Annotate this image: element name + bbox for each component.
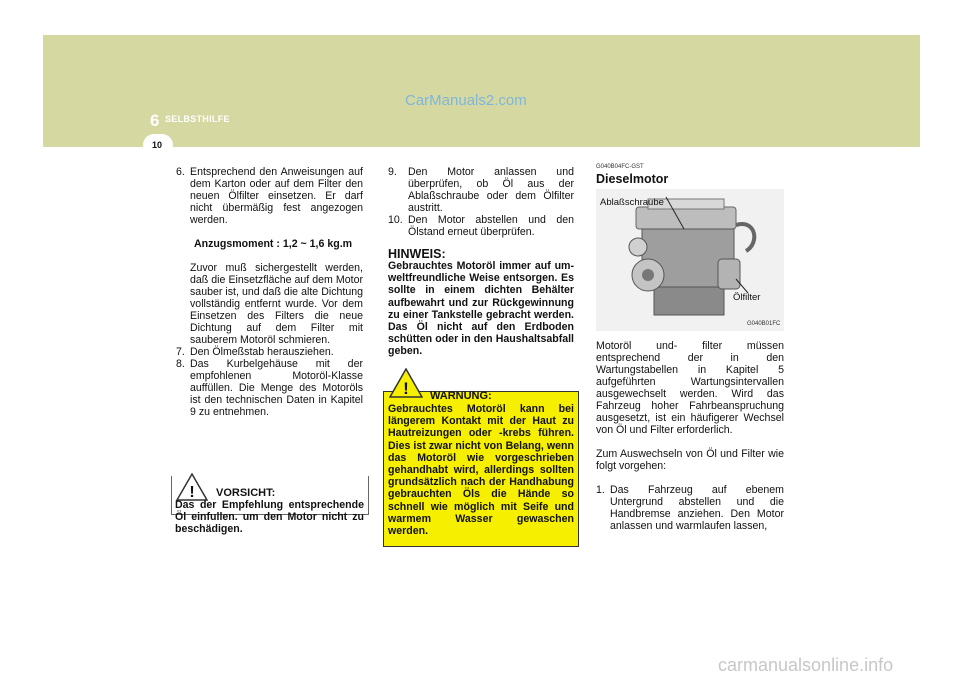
svg-text:!: !	[403, 379, 409, 398]
step-text: Das Kurbelgehäuse mit der empfohlenen Motoröl-Klasse auffüllen. Die Menge des Motoröls ist den technischen Daten in Kapitel 9 zu entnehmen.	[190, 358, 363, 418]
header-band-tab	[118, 132, 920, 147]
step-text: Den Motor anlassen und überprüfen, ob Öl aus der Ablaßschraube oder dem Ölfilter austritt.	[408, 166, 574, 214]
chapter-title: SELBSTHILFE	[165, 114, 230, 124]
step-9	[388, 166, 574, 214]
watermark-bottom[interactable]: carmanualsonline.info	[718, 655, 894, 675]
step-text: Das Fahrzeug auf ebenem Untergrund abstellen und die Handbremse anziehen. Den Motor anlassen und warmlaufen lassen,	[610, 484, 784, 532]
engine-illustration	[596, 189, 784, 331]
step-number: 7.	[176, 346, 185, 358]
note-title: HINWEIS:	[388, 247, 446, 261]
warning-title: WARNUNG:	[430, 390, 492, 402]
warning-text: Gebrauchtes Motoröl kann bei längerem Kontakt mit der Haut zu Hautreizungen oder -krebs führen. Dies ist zwar nicht von Belang, wenn das Motoröl wie vorgeschrieben gehandhabt wird, allerdings sollten grundsätzlich nach der Handhabung gebrauchten Öls die Hände so schnell wie möglich mit Seife und warmem Wasser gewaschen werden.	[388, 403, 574, 538]
step-7	[176, 346, 363, 358]
column-3	[596, 340, 784, 532]
warning-triangle-icon	[389, 368, 423, 398]
step-8	[176, 358, 363, 418]
step-number: 9.	[388, 166, 397, 178]
intro-paragraph: Motoröl und- filter müssen entsprechend der in den Wartungstabellen in Kapitel 5 aufgeführten Wartungsintervallen ausgewechselt werden. Wird das Fahrzeug hoher Fahrbeanspruchung ausgesetzt, ist ein häufigerer Wechsel von Öl und Filter erforderlich.	[596, 340, 784, 436]
engine-figure	[596, 189, 784, 331]
torque-spec: Anzugsmoment : 1,2 ~ 1,6 kg.m	[194, 238, 353, 250]
step-text: Entsprechend den Anweisungen auf dem Karton oder auf dem Filter den neuen Ölfilter einsetzen. Er darf nicht übermäßig fest angezogen werden.	[190, 166, 363, 226]
step-10	[388, 214, 574, 238]
step-number: 6.	[176, 166, 185, 178]
step-text: Den Ölmeßstab herausziehen.	[190, 346, 334, 358]
filter-note: Zuvor muß sichergestellt werden, daß die Einsetzfläche auf dem Motor sauber ist, und daß die alte Dichtung vollständig entfernt wurde. Vor dem Einsetzen des Filters die neue Dichtung auf dem Filter mit sauberem Motoröl schmieren.	[190, 262, 363, 346]
step-number: 1.	[596, 484, 605, 496]
step-6	[176, 166, 363, 226]
note-text: Gebrauchtes Motoröl immer auf um-weltfreundliche Weise entsorgen. Es sollte in einem dichten Behälter aufbewahrt und zur Rückgewinnung zu einer Tankstelle gebracht werden. Das Öl nicht auf den Erdboden schütten oder in den Haushaltsabfall geben.	[388, 260, 574, 358]
section-heading: Dieselmotor	[596, 172, 669, 186]
figure-code: G040B01FC	[747, 321, 781, 327]
column-2	[388, 166, 574, 358]
header-band	[43, 35, 920, 147]
step-number: 8.	[176, 358, 185, 370]
svg-text:!: !	[189, 484, 195, 501]
watermark-top[interactable]: CarManuals2.com	[405, 92, 527, 109]
column-1	[176, 166, 363, 418]
step-1	[596, 484, 784, 532]
figure-label-drain-plug: Ablaßschraube	[600, 197, 664, 208]
step-text: Den Motor abstellen und den Ölstand erneut überprüfen.	[408, 214, 574, 238]
caution-text: Das der Empfehlung entsprechende Öl einfullen. um den Motor nicht zu beschädigen.	[175, 499, 364, 536]
section-code: G040B04FC-GST	[596, 164, 644, 170]
warning-triangle-icon	[176, 473, 208, 501]
figure-label-oil-filter: Ölfilter	[733, 292, 761, 303]
chapter-number: 6	[150, 111, 160, 130]
procedure-intro: Zum Auswechseln von Öl und Filter wie folgt vorgehen:	[596, 448, 784, 472]
caution-title: VORSICHT:	[216, 487, 276, 499]
page-number: 10	[152, 140, 163, 150]
step-number: 10.	[388, 214, 403, 226]
